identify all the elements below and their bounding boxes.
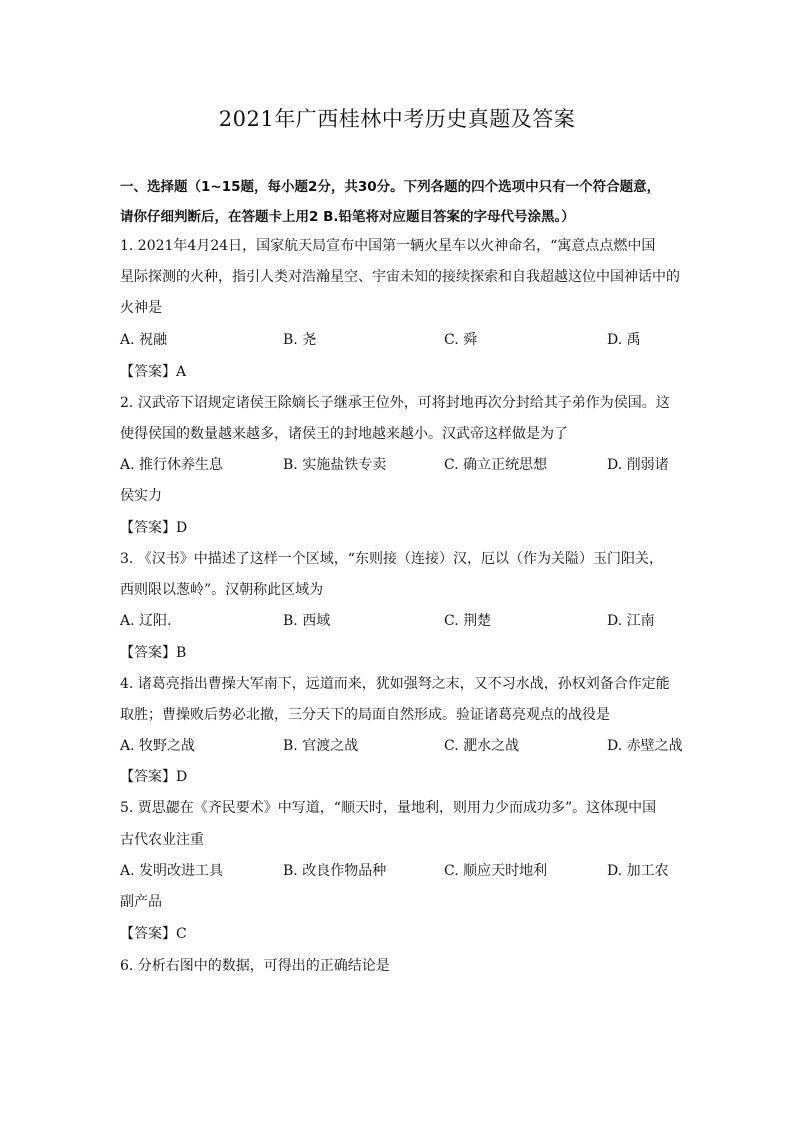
- option-a: A. 牧野之战: [120, 738, 196, 754]
- option-b: B. 尧: [283, 332, 317, 348]
- options-row: [120, 861, 680, 881]
- option-c: C. 淝水之战: [444, 738, 520, 754]
- answer-label: 【答案】C: [120, 926, 187, 942]
- option-c: C. 顺应天时地利: [444, 863, 548, 879]
- option-continuation: 侯实力: [120, 488, 162, 504]
- option-a: A. 推行休养生息: [120, 457, 224, 473]
- option-a: A. 发明改进工具: [120, 863, 224, 879]
- option-d: D. 赤壁之战: [607, 738, 683, 754]
- option-d: D. 加工农: [607, 863, 669, 879]
- question-text-line: 2. 汉武帝下诏规定诸侯王除嫡长子继承王位外，可将封地再次分封给其子弟作为侯国。这: [120, 395, 670, 411]
- option-c: C. 荆楚: [444, 613, 492, 629]
- option-d: D. 江南: [607, 613, 655, 629]
- question-text-line: 西则限以葱岭”。汉朝称此区域为: [120, 582, 324, 598]
- question-text-line: 使得侯国的数量越来越多，诸侯王的封地越来越小。汉武帝这样做是为了: [120, 426, 568, 442]
- answer-label: 【答案】D: [120, 769, 188, 785]
- option-b: B. 实施盐铁专卖: [283, 457, 387, 473]
- options-row: [120, 736, 683, 756]
- option-c: C. 舜: [444, 332, 478, 348]
- question-text-line: 星际探测的火种，指引人类对浩瀚星空、宇宙未知的接续探索和自我超越这位中国神话中的: [120, 269, 680, 285]
- question-text-line: 1. 2021年4月24日，国家航天局宣布中国第一辆火星车以火神命名，“寓意点点燃中国: [120, 238, 656, 254]
- option-a: A. 祝融: [120, 332, 168, 348]
- page-title: 2021年广西桂林中考历史真题及答案: [218, 107, 576, 131]
- question-text-line: 4. 诸葛亮指出曹操大军南下，远道而来，犹如强弩之末，又不习水战，孙权刘备合作定能: [120, 676, 670, 692]
- answer-label: 【答案】D: [120, 520, 188, 536]
- section-heading-line-1: 一、选择题（1~15题，每小题2分，共30分。下列各题的四个选项中只有一个符合题意，: [120, 179, 661, 195]
- option-d: D. 削弱诸: [607, 457, 669, 473]
- answer-label: 【答案】A: [120, 364, 187, 380]
- options-row: [120, 455, 680, 475]
- option-d: D. 禹: [607, 332, 641, 348]
- option-c: C. 确立正统思想: [444, 457, 548, 473]
- question-text-line: 取胜；曹操败后势必北撤，三分天下的局面自然形成。验证诸葛亮观点的战役是: [120, 707, 610, 723]
- option-b: B. 西域: [283, 613, 331, 629]
- option-b: B. 改良作物品种: [283, 863, 387, 879]
- option-a: A. 辽阳.: [120, 613, 172, 629]
- options-row: [120, 611, 680, 631]
- option-b: B. 官渡之战: [283, 738, 359, 754]
- section-heading-line-2: 请你仔细判断后，在答题卡上用2 B.铅笔将对应题目答案的字母代号涂黑。）: [120, 209, 575, 225]
- question-text-line: 3. 《汉书》中描述了这样一个区域，“东则接（连接）汉，厄以（作为关隘）玉门阳关，: [120, 551, 663, 567]
- options-row: [120, 330, 680, 350]
- question-text-line: 古代农业注重: [120, 832, 204, 848]
- question-text-line: 6. 分析右图中的数据，可得出的正确结论是: [120, 958, 390, 974]
- answer-label: 【答案】B: [120, 645, 187, 661]
- option-continuation: 副产品: [120, 894, 162, 910]
- question-text-line: 火神是: [120, 300, 162, 316]
- question-text-line: 5. 贾思勰在《齐民要术》中写道，“顺天时，量地利，则用力少而成功多”。这体现中国: [120, 800, 657, 816]
